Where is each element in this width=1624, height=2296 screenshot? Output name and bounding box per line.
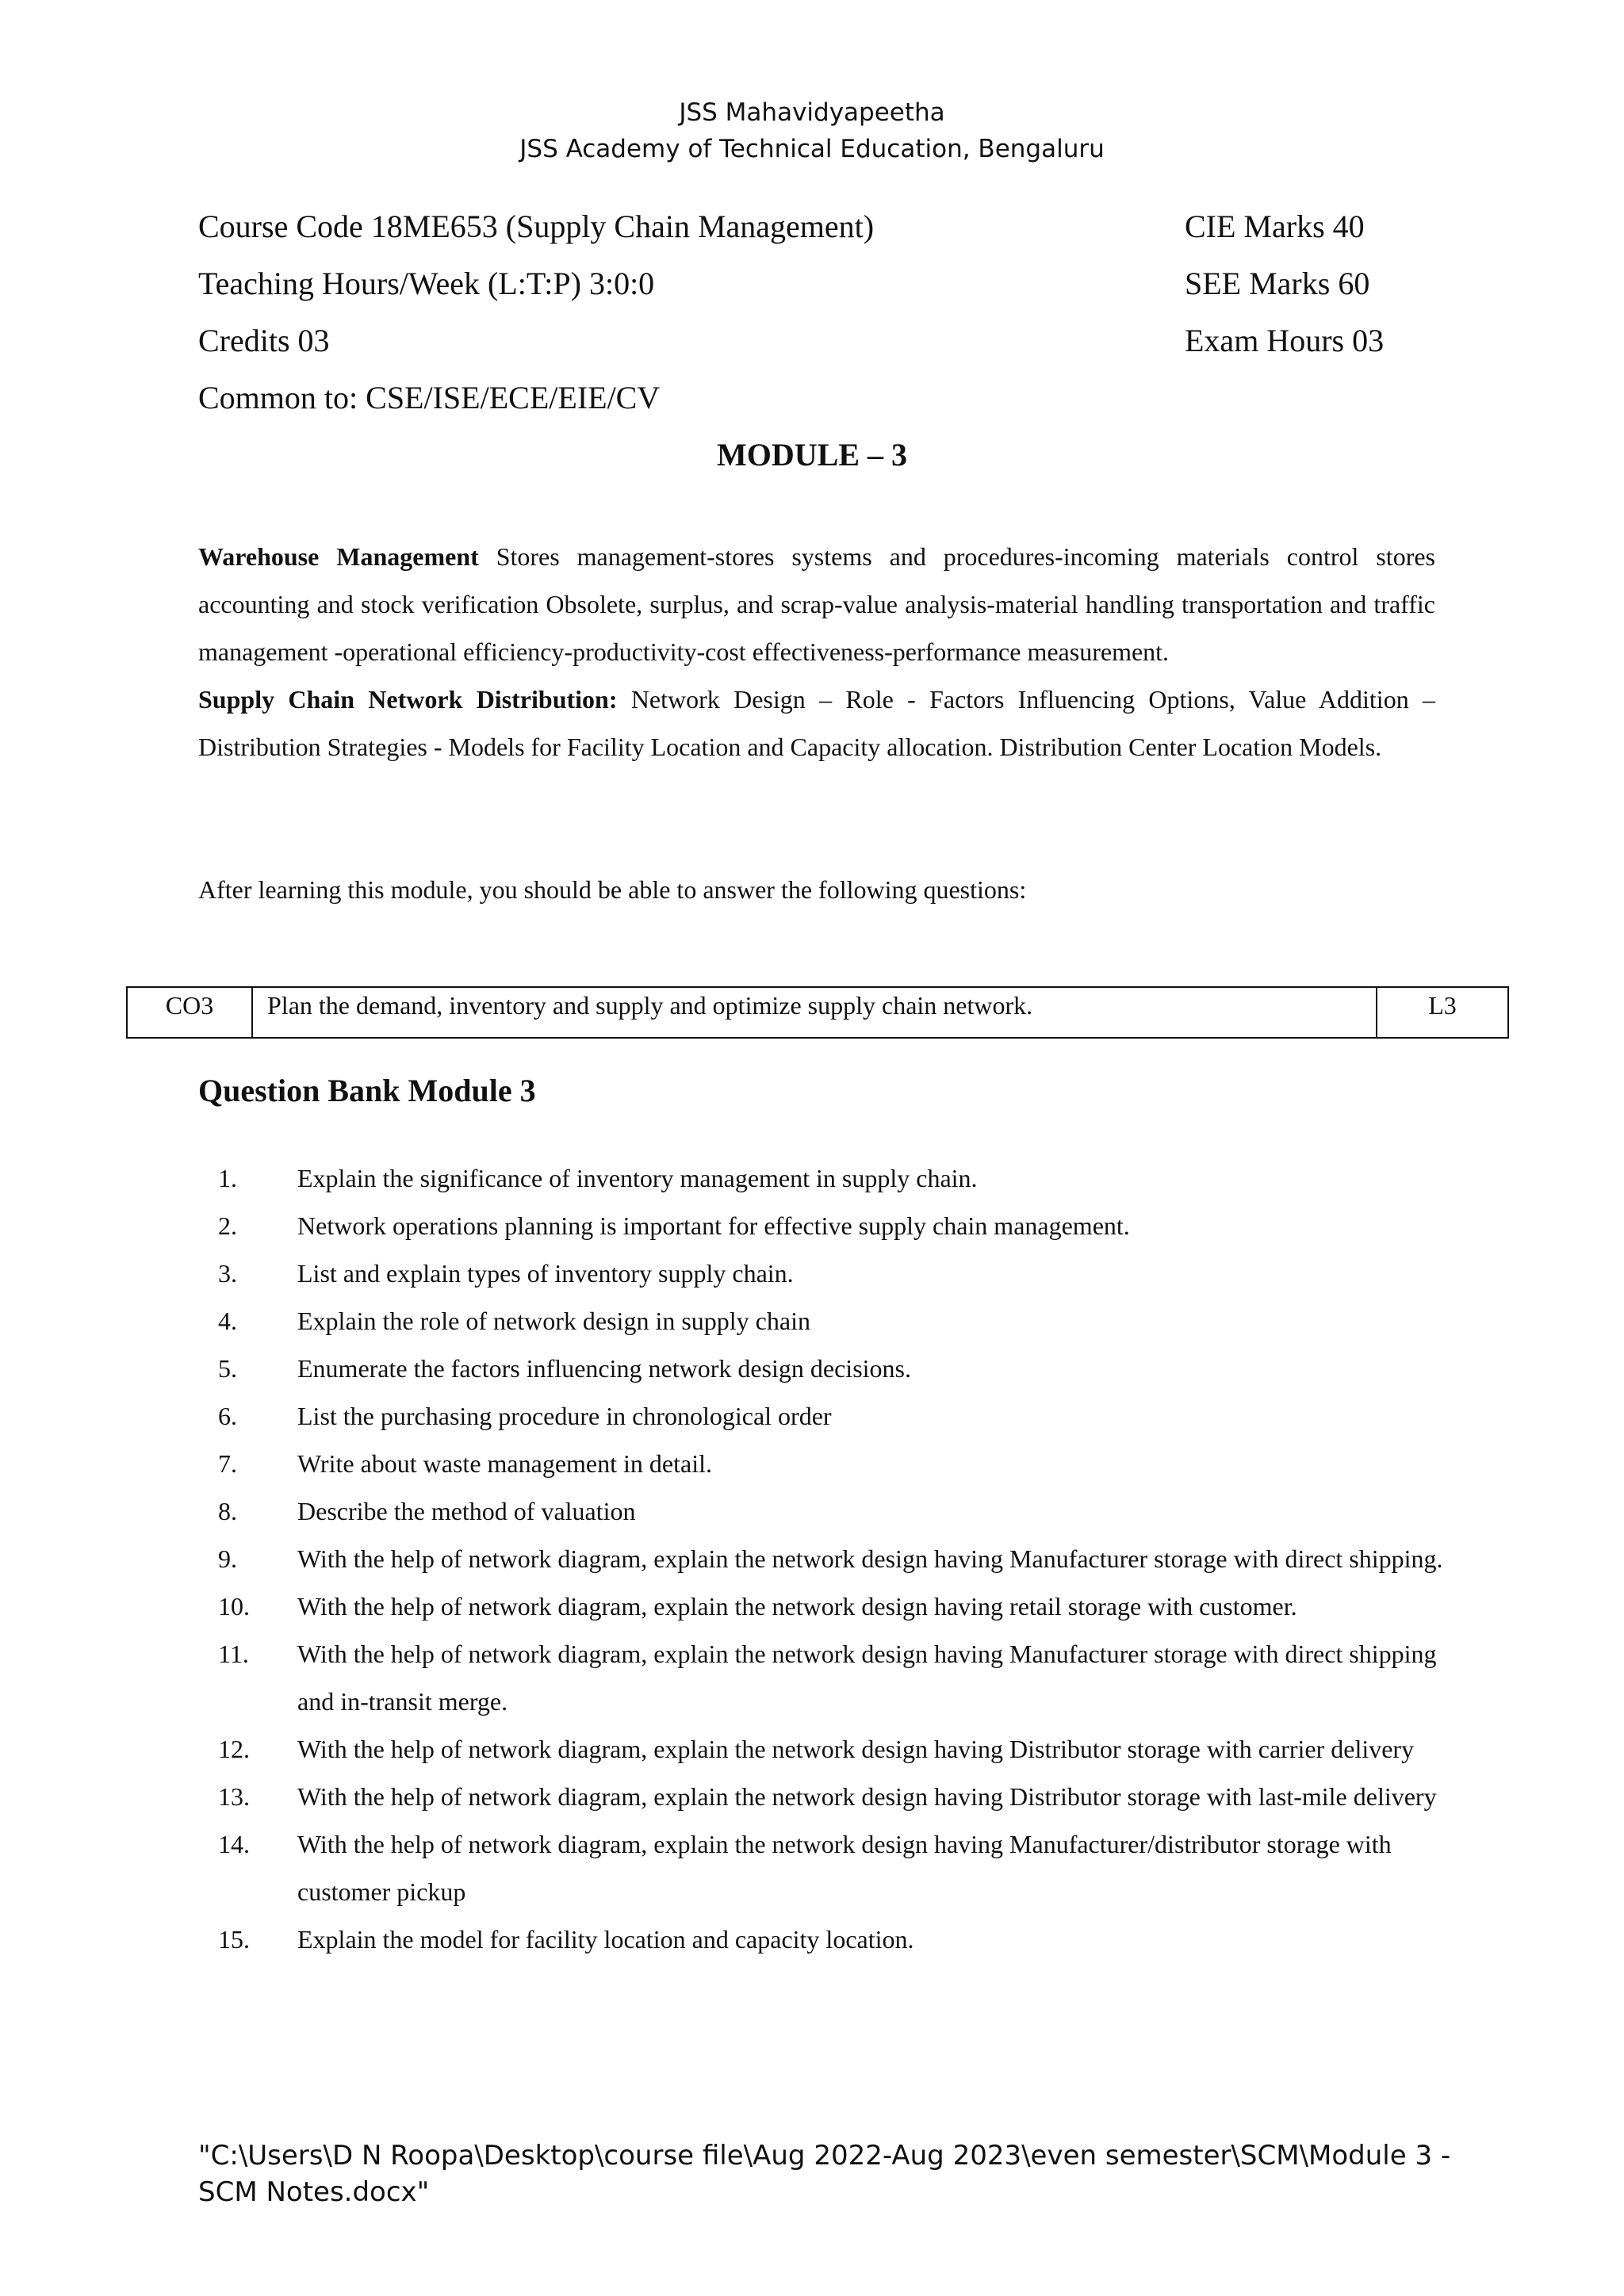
syllabus-paragraph (198, 533, 1435, 771)
module-title: MODULE – 3 (717, 437, 907, 473)
question-text: List the purchasing procedure in chronological order (297, 1402, 832, 1430)
warehouse-text: Stores management-stores systems and procedures-incoming materials control stores accounting and stock verification Obsolete, surplus, and scrap-value analysis-material handling transportation and traffic management -operational efficiency-productivity-cost effectiveness-performance measurement. (198, 542, 1436, 666)
question-text: With the help of network diagram, explain the network design having Manufacturer/distributor storage with customer pickup (297, 1830, 1392, 1906)
question-text: With the help of network diagram, explain the network design having Manufacturer storage with direct shipping and in-transit merge. (297, 1640, 1437, 1716)
list-item (198, 1249, 1467, 1297)
list-item (198, 1582, 1467, 1630)
network-heading: Supply Chain Network Distribution: (198, 685, 618, 714)
outcome-level: L3 (1377, 987, 1508, 1038)
list-item (198, 1725, 1467, 1773)
list-item (198, 1202, 1467, 1249)
question-text: Write about waste management in detail. (297, 1449, 712, 1478)
question-text: With the help of network diagram, explain the network design having Distributor storage with carrier delivery (297, 1735, 1415, 1763)
college-name: JSS Academy of Technical Education, Bengaluru (519, 135, 1105, 163)
question-number: 13. (218, 1782, 250, 1811)
warehouse-heading: Warehouse Management (198, 542, 479, 571)
course-outcome-table (126, 986, 1509, 1039)
exam-hours: Exam Hours 03 (1185, 323, 1385, 358)
course-code: Course Code 18ME653 (Supply Chain Management) (198, 209, 875, 244)
intro-text: After learning this module, you should be able to answer the following questions: (198, 875, 1027, 904)
network-text: Network Design – Role - Factors Influencing Options, Value Addition – Distribution Strategies - Models for Facility Location and Capacity allocation. Distribution Center Location Models. (198, 685, 1436, 761)
question-text: Describe the method of valuation (297, 1497, 636, 1525)
list-item (198, 1535, 1467, 1582)
list-item (198, 1820, 1467, 1915)
question-number: 15. (218, 1925, 250, 1954)
cie-marks: CIE Marks 40 (1185, 209, 1365, 244)
question-number: 6. (218, 1402, 237, 1430)
teaching-hours: Teaching Hours/Week (L:T:P) 3:0:0 (198, 266, 655, 301)
outcome-code: CO3 (127, 987, 252, 1038)
question-number: 4. (218, 1307, 237, 1335)
file-path-footer: "C:\Users\D N Roopa\Desktop\course file\Aug 2022-Aug 2023\even semester\SCM\Module 3 - SCM Notes.docx" (198, 2140, 1451, 2208)
question-text: Explain the role of network design in supply chain (297, 1307, 810, 1335)
question-list (198, 1154, 1467, 1963)
question-text: With the help of network diagram, explain the network design having Manufacturer storage with direct shipping. (297, 1544, 1443, 1573)
credits: Credits 03 (198, 323, 330, 358)
institution-name: JSS Mahavidyapeetha (679, 98, 945, 127)
list-item (198, 1154, 1467, 1202)
question-number: 11. (218, 1640, 249, 1668)
question-text: Explain the model for facility location and capacity location. (297, 1925, 914, 1954)
question-text: Explain the significance of inventory management in supply chain. (297, 1164, 978, 1192)
question-number: 5. (218, 1354, 237, 1383)
question-number: 10. (218, 1592, 250, 1621)
question-number: 14. (218, 1830, 250, 1858)
question-number: 7. (218, 1449, 237, 1478)
list-item (198, 1440, 1467, 1487)
table-row (127, 987, 1508, 1038)
list-item (198, 1297, 1467, 1345)
list-item (198, 1915, 1467, 1963)
list-item (198, 1392, 1467, 1440)
see-marks: SEE Marks 60 (1185, 266, 1370, 301)
list-item (198, 1630, 1467, 1725)
common-to: Common to: CSE/ISE/ECE/EIE/CV (198, 380, 661, 415)
list-item (198, 1487, 1467, 1535)
question-text: Enumerate the factors influencing network design decisions. (297, 1354, 911, 1383)
question-text: List and explain types of inventory supply chain. (297, 1259, 794, 1288)
list-item (198, 1773, 1467, 1820)
question-number: 12. (218, 1735, 250, 1763)
question-number: 9. (218, 1544, 237, 1573)
question-number: 1. (218, 1164, 237, 1192)
question-number: 2. (218, 1211, 237, 1240)
outcome-description: Plan the demand, inventory and supply and optimize supply chain network. (252, 987, 1377, 1038)
question-number: 8. (218, 1497, 237, 1525)
question-text: With the help of network diagram, explain the network design having retail storage with customer. (297, 1592, 1297, 1621)
list-item (198, 1345, 1467, 1392)
question-bank-title: Question Bank Module 3 (198, 1073, 536, 1108)
question-number: 3. (218, 1259, 237, 1288)
question-text: With the help of network diagram, explain the network design having Distributor storage with last-mile delivery (297, 1782, 1437, 1811)
question-text: Network operations planning is important for effective supply chain management. (297, 1211, 1130, 1240)
